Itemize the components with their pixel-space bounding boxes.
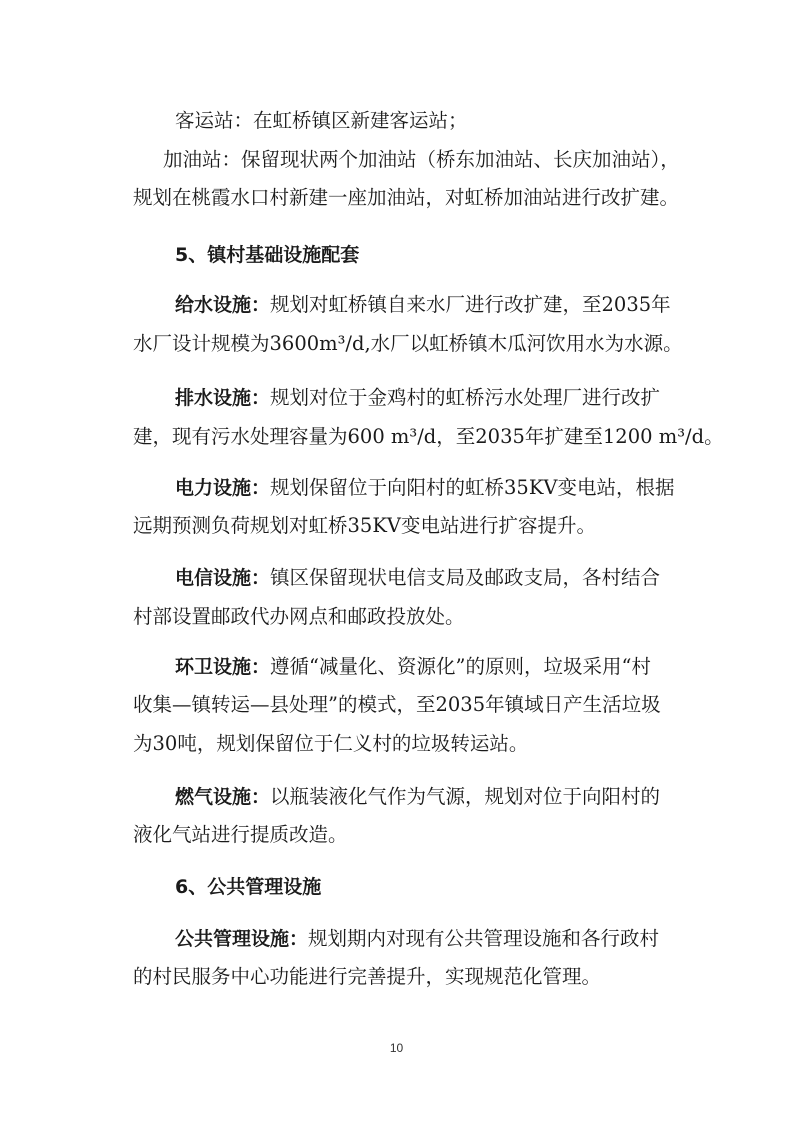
- public-admin-label: 公共管理设施：: [175, 928, 309, 950]
- sanitation-text: 遵循“减量化、资源化”的原则，垃圾采用“村: [270, 655, 651, 678]
- telecom-cont: 村部设置邮政代办网点和邮政投放处。: [133, 605, 465, 628]
- section-heading-6: 6、公共管理设施: [175, 876, 322, 898]
- passenger-station-line: 客运站：在虹桥镇区新建客运站；: [175, 109, 468, 132]
- drainage-cont: 建，现有污水处理容量为600 m³/d，至2035年扩建至1200 m³/d。: [133, 425, 724, 448]
- gas-station-line: 加油站：保留现状两个加油站（桥东加油站、长庆加油站），: [163, 148, 680, 171]
- sanitation-cont-1: 收集—镇转运—县处理”的模式，至2035年镇域日产生活垃圾: [133, 693, 661, 716]
- water-supply-label: 给水设施：: [175, 294, 271, 316]
- sanitation-label: 环卫设施：: [175, 656, 271, 678]
- sanitation-paragraph: [175, 654, 651, 680]
- section-heading-5: 5、镇村基础设施配套: [175, 244, 360, 266]
- telecom-label: 电信设施：: [175, 567, 271, 589]
- water-supply-cont: 水厂设计规模为3600m³/d,水厂以虹桥镇木瓜河饮用水为水源。: [133, 332, 683, 355]
- power-cont: 远期预测负荷规划对虹桥35KV变电站进行扩容提升。: [133, 514, 596, 537]
- public-admin-text: 规划期内对现有公共管理设施和各行政村: [308, 927, 660, 950]
- public-admin-cont: 的村民服务中心功能进行完善提升，实现规范化管理。: [133, 965, 602, 988]
- drainage-label: 排水设施：: [175, 387, 271, 409]
- power-paragraph: [175, 475, 674, 501]
- page-number: 10: [389, 1041, 404, 1055]
- power-text: 规划保留位于向阳村的虹桥35KV变电站，根据: [270, 476, 675, 499]
- power-label: 电力设施：: [175, 477, 271, 499]
- fuel-gas-cont: 液化气站进行提质改造。: [133, 823, 348, 846]
- public-admin-paragraph: [175, 926, 659, 952]
- water-supply-text: 规划对虹桥镇自来水厂进行改扩建，至2035年: [270, 293, 671, 316]
- water-supply-paragraph: [175, 292, 671, 318]
- drainage-text: 规划对位于金鸡村的虹桥污水处理厂进行改扩: [270, 386, 661, 409]
- gas-station-line-cont: 规划在桃霞水口村新建一座加油站，对虹桥加油站进行改扩建。: [133, 186, 680, 209]
- fuel-gas-text: 以瓶装液化气作为气源，规划对位于向阳村的: [270, 785, 661, 808]
- fuel-gas-label: 燃气设施：: [175, 786, 271, 808]
- drainage-paragraph: [175, 385, 660, 411]
- telecom-paragraph: [175, 565, 660, 591]
- telecom-text: 镇区保留现状电信支局及邮政支局，各村结合: [270, 566, 661, 589]
- fuel-gas-paragraph: [175, 784, 660, 810]
- sanitation-cont-2: 为30吨，规划保留位于仁义村的垃圾转运站。: [133, 732, 529, 755]
